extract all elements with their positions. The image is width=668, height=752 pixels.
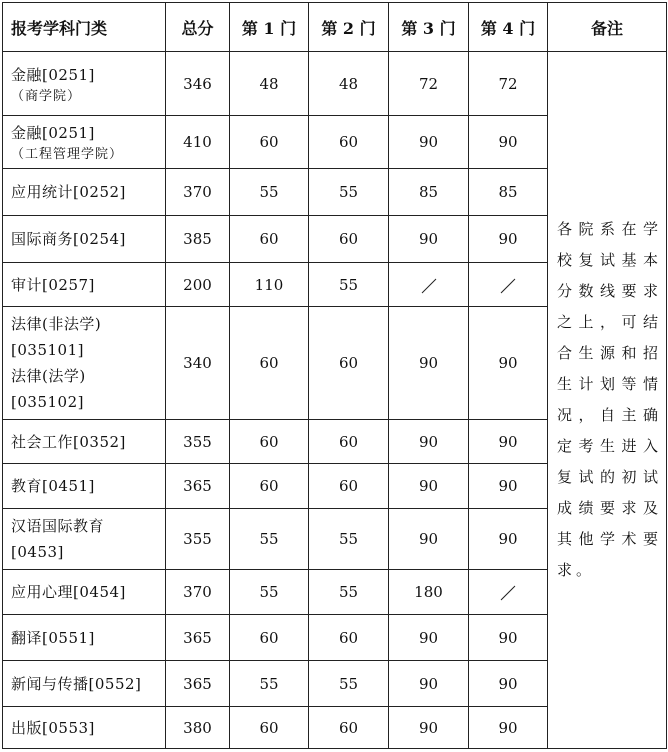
score-cell-s2: 55: [309, 509, 389, 570]
total-score-cell: 380: [166, 707, 230, 749]
total-score-cell: 340: [166, 307, 230, 420]
score-cell-s3: 85: [389, 169, 469, 216]
subject-note: （商学院）: [11, 88, 82, 104]
header-subject-1: 第 1 门: [230, 3, 309, 52]
score-cell-s1: 110: [230, 263, 309, 307]
score-cell-s3: 90: [389, 307, 469, 420]
subject-name: 汉语国际教育: [11, 517, 105, 535]
total-score-cell: 370: [166, 570, 230, 615]
score-cell-s3: 180: [389, 570, 469, 615]
score-cell-s4: 90: [469, 464, 548, 509]
subject-cell: [3, 52, 166, 116]
score-cell-s2: 60: [309, 116, 389, 169]
score-cell-s2: 60: [309, 307, 389, 420]
subject-cell: [3, 615, 166, 661]
score-cell-s4: [469, 570, 548, 615]
subject-cell: [3, 707, 166, 749]
subject-name: 教育[0451]: [11, 477, 95, 495]
subject-name: 翻译[0551]: [11, 628, 95, 647]
score-cell-s1: 60: [230, 116, 309, 169]
score-cell-s2: 60: [309, 464, 389, 509]
score-cell-s3: 72: [389, 52, 469, 116]
subject-cell: [3, 509, 166, 570]
score-cell-s4: [469, 263, 548, 307]
score-cell-s4: 90: [469, 216, 548, 263]
total-score-cell: 365: [166, 661, 230, 707]
subject-cell: [3, 216, 166, 263]
score-cell-s4: 85: [469, 169, 548, 216]
score-cell-s1: 60: [230, 615, 309, 661]
score-cell-s4: 72: [469, 52, 548, 116]
score-cell-s1: 60: [230, 464, 309, 509]
subject-name: 审计[0257]: [11, 275, 95, 294]
score-cell-s1: 60: [230, 216, 309, 263]
header-subject-3: 第 3 门: [389, 3, 469, 52]
total-score-cell: 410: [166, 116, 230, 169]
score-cell-s4: 90: [469, 116, 548, 169]
subject-cell: [3, 116, 166, 169]
score-cell-s1: 55: [230, 570, 309, 615]
score-cell-s1: 48: [230, 52, 309, 116]
score-cell-s1: 60: [230, 420, 309, 464]
total-score-cell: 346: [166, 52, 230, 116]
score-cell-s3: 90: [389, 464, 469, 509]
not-applicable-slash: [421, 278, 437, 294]
score-cell-s1: 55: [230, 169, 309, 216]
score-cell-s3: 90: [389, 661, 469, 707]
subject-cell: [3, 420, 166, 464]
header-remark: 备注: [548, 3, 667, 52]
score-cell-s3: 90: [389, 615, 469, 661]
subject-name: 法律(非法学): [11, 315, 102, 333]
subject-cell: [3, 464, 166, 509]
subject-name: 应用心理[0454]: [11, 583, 126, 601]
score-cell-s2: 55: [309, 169, 389, 216]
score-cell-s3: 90: [389, 509, 469, 570]
score-cell-s3: 90: [389, 216, 469, 263]
score-cell-s2: 60: [309, 216, 389, 263]
subject-cell: [3, 169, 166, 216]
header-total: 总分: [166, 3, 230, 52]
total-score-cell: 355: [166, 420, 230, 464]
subject-cell: [3, 307, 166, 420]
subject-name: 法律(法学): [11, 367, 86, 385]
subject-name: [035102]: [11, 393, 84, 411]
subject-note: （工程管理学院）: [11, 147, 124, 162]
score-cell-s1: 55: [230, 661, 309, 707]
score-cell-s1: 55: [230, 509, 309, 570]
score-cell-s4: 90: [469, 509, 548, 570]
score-cell-s2: 60: [309, 615, 389, 661]
header-subject-4: 第 4 门: [469, 3, 548, 52]
total-score-cell: 200: [166, 263, 230, 307]
total-score-cell: 365: [166, 615, 230, 661]
score-cell-s2: 55: [309, 263, 389, 307]
subject-name: 应用统计[0252]: [11, 183, 126, 201]
subject-name: 新闻与传播[0552]: [11, 674, 142, 693]
subject-cell: [3, 661, 166, 707]
score-cell-s4: 90: [469, 307, 548, 420]
subject-name: 社会工作[0352]: [11, 432, 126, 451]
score-cell-s4: 90: [469, 420, 548, 464]
score-cell-s2: 60: [309, 420, 389, 464]
score-cell-s4: 90: [469, 707, 548, 749]
score-cell-s2: 55: [309, 661, 389, 707]
header-row: [3, 3, 667, 52]
subject-name: [035101]: [11, 341, 84, 359]
subject-name: 金融[0251]: [11, 65, 95, 84]
score-cell-s2: 48: [309, 52, 389, 116]
not-applicable-slash: [500, 585, 516, 601]
total-score-cell: 385: [166, 216, 230, 263]
total-score-cell: 365: [166, 464, 230, 509]
score-cell-s4: 90: [469, 661, 548, 707]
table-row: [3, 52, 667, 116]
score-cell-s3: 90: [389, 116, 469, 169]
total-score-cell: 370: [166, 169, 230, 216]
score-cell-s1: 60: [230, 307, 309, 420]
subject-name: [0453]: [11, 543, 64, 561]
total-score-cell: 355: [166, 509, 230, 570]
header-subject-2: 第 2 门: [309, 3, 389, 52]
score-cell-s1: 60: [230, 707, 309, 749]
subject-cell: [3, 570, 166, 615]
score-cell-s2: 60: [309, 707, 389, 749]
score-table: [2, 2, 667, 749]
score-cell-s2: 55: [309, 570, 389, 615]
remark-cell: 各院系在学校复试基本分数线要求之上，可结合生源和招生计划等情况，自主确定考生进入复试的初试成绩要求及其他学术要求。: [548, 52, 667, 749]
score-cell-s3: 90: [389, 707, 469, 749]
score-cell-s3: [389, 263, 469, 307]
subject-name: 金融[0251]: [11, 124, 95, 142]
score-cell-s3: 90: [389, 420, 469, 464]
not-applicable-slash: [500, 278, 516, 294]
score-cell-s4: 90: [469, 615, 548, 661]
subject-cell: [3, 263, 166, 307]
header-subject: 报考学科门类: [3, 3, 166, 52]
subject-name: 国际商务[0254]: [11, 230, 126, 248]
subject-name: 出版[0553]: [11, 718, 95, 737]
